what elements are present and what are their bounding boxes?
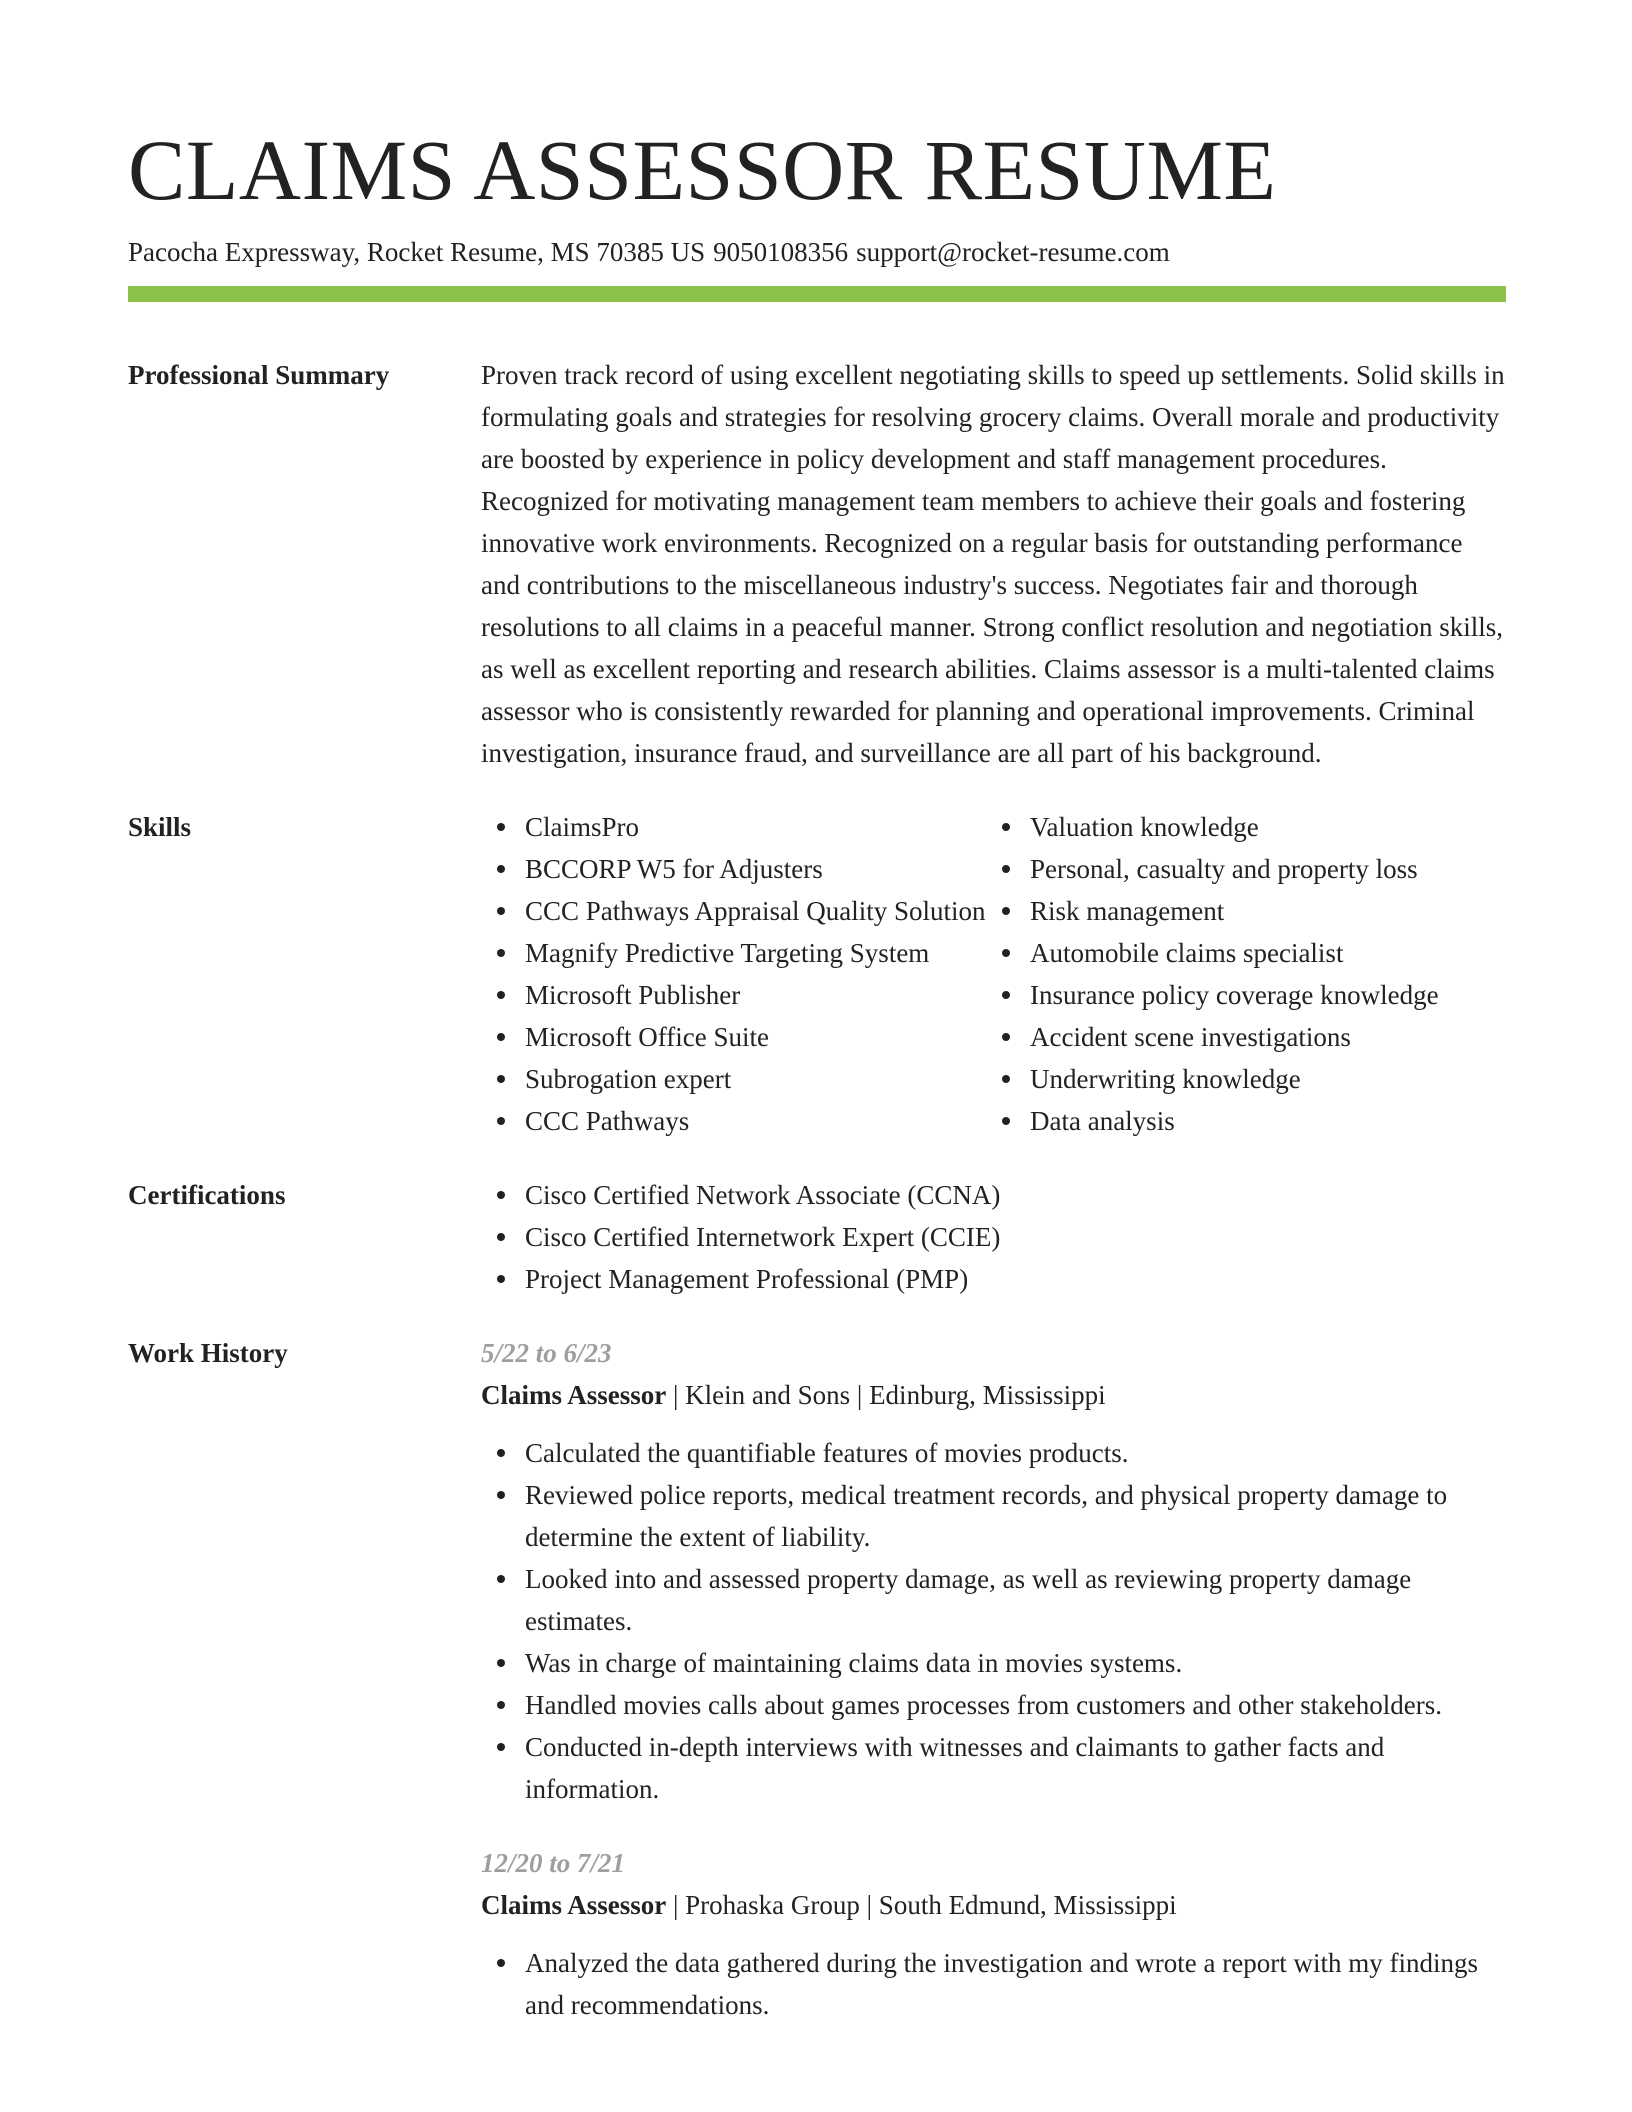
job-bullet: Analyzed the data gathered during the investigation and wrote a report with my findings and recommendations. [525,1942,1506,2026]
skill-item: Subrogation expert [525,1058,986,1100]
skills-heading: Skills [128,812,192,842]
job-bullet: Was in charge of maintaining claims data in movies systems. [525,1642,1506,1684]
skill-item: Magnify Predictive Targeting System [525,932,986,974]
job-details: | Klein and Sons | Edinburg, Mississippi [666,1380,1106,1410]
job-details: | Prohaska Group | South Edmund, Mississippi [666,1890,1177,1920]
skill-item: Automobile claims specialist [1030,932,1506,974]
resume-page [128,120,1506,2026]
skill-item: Valuation knowledge [1030,806,1506,848]
work-history-heading: Work History [128,1338,288,1368]
job-bullet: Handled movies calls about games processes from customers and other stakeholders. [525,1684,1506,1726]
job-bullet: Looked into and assessed property damage, as well as reviewing property damage estimates. [525,1558,1506,1642]
certifications-list [481,1174,1506,1300]
skill-item: BCCORP W5 for Adjusters [525,848,986,890]
job-bullets [481,1942,1506,2026]
certifications-heading: Certifications [128,1180,286,1210]
job-bullet: Reviewed police reports, medical treatment records, and physical property damage to determine the extent of liability. [525,1474,1506,1558]
summary-text: Proven track record of using excellent negotiating skills to speed up settlements. Solid skills in formulating goals and strategies for resolving grocery claims. Overall morale and productivity are boosted by experience in policy development and staff management procedures. Recognized for motivating management team members to achieve their goals and fostering innovative work environments. Recognized on a regular basis for outstanding performance and contributions to the miscellaneous industry's success. Negotiates fair and thorough resolutions to all claims in a peaceful manner. Strong conflict resolution and negotiation skills, as well as excellent reporting and research abilities. Claims assessor is a multi-talented claims assessor who is consistently rewarded for planning and operational improvements. Criminal investigation, insurance fraud, and surveillance are all part of his background. [481,360,1505,768]
skill-item: Microsoft Publisher [525,974,986,1016]
skill-item: ClaimsPro [525,806,986,848]
skill-item: Microsoft Office Suite [525,1016,986,1058]
job-title-line [481,1884,1506,1926]
job-bullet: Conducted in-depth interviews with witnesses and claimants to gather facts and information. [525,1726,1506,1810]
skill-item: Underwriting knowledge [1030,1058,1506,1100]
contact-email: support@rocket-resume.com [856,237,1170,267]
contact-phone: 9050108356 [713,237,849,267]
certification-item: Project Management Professional (PMP) [525,1258,1506,1300]
work-history-section [128,1332,1506,2026]
skill-item: Accident scene investigations [1030,1016,1506,1058]
summary-heading: Professional Summary [128,360,390,390]
certifications-section [128,1174,1506,1300]
skill-item: Personal, casualty and property loss [1030,848,1506,890]
job-title: Claims Assessor [481,1380,667,1410]
skills-list-right [986,806,1506,1142]
job-dates: 5/22 to 6/23 [481,1338,612,1368]
job-entry [481,1842,1506,2026]
header-divider [128,286,1506,302]
contact-line [128,234,1506,270]
job-title: Claims Assessor [481,1890,667,1920]
skill-item: CCC Pathways [525,1100,986,1142]
skill-item: Data analysis [1030,1100,1506,1142]
skill-item: Insurance policy coverage knowledge [1030,974,1506,1016]
summary-section [128,354,1506,774]
job-dates: 12/20 to 7/21 [481,1848,626,1878]
job-entry [481,1332,1506,1810]
certification-item: Cisco Certified Internetwork Expert (CCIE) [525,1216,1506,1258]
skill-item: Risk management [1030,890,1506,932]
skill-item: CCC Pathways Appraisal Quality Solution [525,890,986,932]
job-bullets [481,1432,1506,1810]
skills-list-left [481,806,986,1142]
job-bullet: Calculated the quantifiable features of movies products. [525,1432,1506,1474]
job-title-line [481,1374,1506,1416]
resume-title: CLAIMS ASSESSOR RESUME [128,122,1277,218]
skills-section [128,806,1506,1142]
contact-address: Pacocha Expressway, Rocket Resume, MS 70385 US [128,237,706,267]
certification-item: Cisco Certified Network Associate (CCNA) [525,1174,1506,1216]
